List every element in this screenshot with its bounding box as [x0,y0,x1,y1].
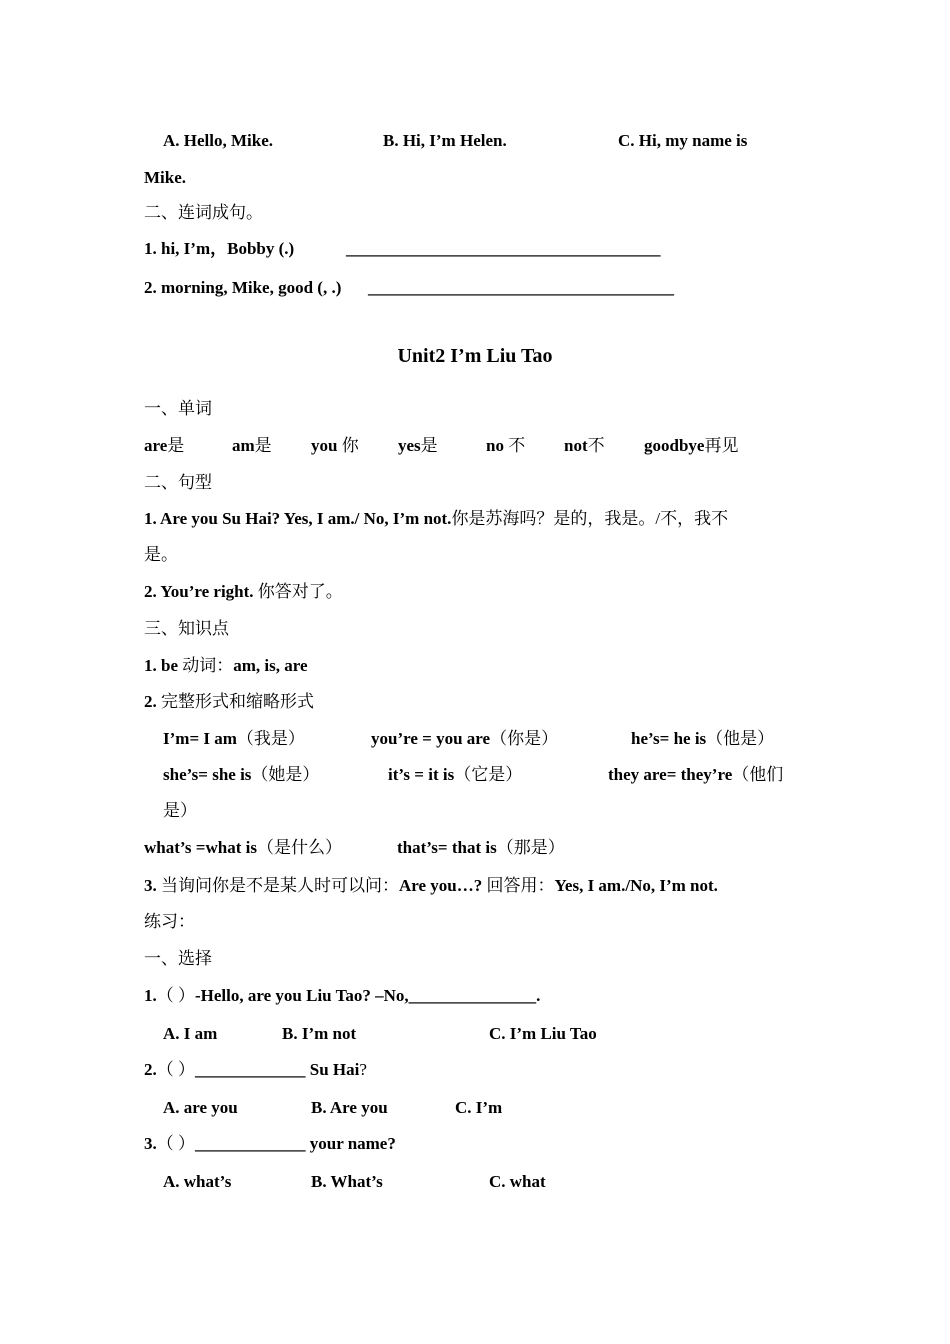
knowledge-3-num: 3. [144,876,157,895]
form-item [163,764,319,786]
question-2-blank[interactable]: ____________________________________ [368,278,674,297]
vocab-en: are [144,436,168,455]
knowledge-3-en-answer: Yes, I am./No, I’m not. [554,876,718,895]
choice-question-1 [144,985,540,1007]
answer-paren[interactable]: （ ） [156,1060,195,1079]
vocab-zh: 不 [508,436,526,455]
form-en: that’s= that is [397,838,497,857]
vocab-en: am [232,436,255,455]
form-zh: （你是） [490,729,559,748]
choice-option-a: A. what’s [163,1172,232,1191]
form-continued: 是） [163,801,197,820]
knowledge-1-en: am, is, are [233,656,308,675]
vocab-item [232,435,272,457]
vocab-zh: 是 [167,436,185,455]
vocab-zh: 你 [341,436,359,455]
form-zh: （她是） [251,765,320,784]
section-heading-sentence-patterns: 二、句型 [144,473,212,492]
vocab-zh: 是 [420,436,438,455]
vocab-item [564,435,605,457]
form-item [163,728,305,750]
knowledge-1-zh: 动词： [182,656,234,675]
question-num: 2. [144,1060,157,1079]
knowledge-3-zh-answer: 回答用： [486,876,555,895]
knowledge-3-zh: 当询问你是不是某人时可以问： [161,876,399,895]
form-en: what’s =what is [144,838,257,857]
knowledge-3 [144,875,718,897]
knowledge-2-zh: 完整形式和缩略形式 [161,692,314,711]
vocab-en: no [486,436,504,455]
form-zh: （是什么） [256,838,342,857]
knowledge-2-num: 2. [144,692,157,711]
form-item [388,764,522,786]
form-item [397,837,565,859]
question-num: 3. [144,1134,157,1153]
sentence-2 [144,581,343,603]
practice-heading: 练习： [144,912,195,931]
option-c-continued: Mike. [144,168,187,187]
sentence-1-zh: 你是苏海吗？是的，我是。/不，我不 [451,509,729,528]
question-1-words: 1. hi, I’m，Bobby (.) [144,239,295,258]
question-text: _____________ Su Hai [195,1060,360,1079]
choice-option-c: C. I’m Liu Tao [489,1024,597,1043]
knowledge-2 [144,691,314,713]
choice-question-2 [144,1059,367,1081]
answer-paren[interactable]: （ ） [156,986,195,1005]
form-en: she’s= she is [163,765,252,784]
vocab-en: not [564,436,588,455]
form-zh: （我是） [236,729,305,748]
vocab-zh: 不 [587,436,605,455]
choice-option-b: B. Are you [311,1098,388,1117]
option-c: C. Hi, my name is [618,131,748,150]
sentence-2-zh: 你答对了。 [257,582,343,601]
vocab-en: goodbye [644,436,705,455]
vocab-item [644,435,738,457]
knowledge-3-en: Are you…? [399,876,483,895]
knowledge-1-num: 1. be [144,656,178,675]
sentence-1 [144,508,728,530]
answer-paren[interactable]: （ ） [156,1134,195,1153]
choice-option-c: C. what [489,1172,546,1191]
choice-option-a: A. I am [163,1024,218,1043]
sentence-1-zh-continued: 是。 [144,545,178,564]
vocab-item [398,435,438,457]
form-zh: （它是） [454,765,523,784]
choice-option-a: A. are you [163,1098,238,1117]
vocab-zh: 是 [254,436,272,455]
form-item [608,764,783,786]
vocab-en: you [311,436,338,455]
section-heading-vocabulary: 一、单词 [144,399,212,418]
choice-option-b: B. What’s [311,1172,383,1191]
section-heading-knowledge: 三、知识点 [144,619,229,638]
section-heading-sentence-building: 二、连词成句。 [144,203,263,222]
form-en: they are= they’re [608,765,733,784]
vocab-item [311,435,359,457]
question-suffix: ? [359,1060,367,1079]
choice-option-b: B. I’m not [282,1024,357,1043]
form-item [371,728,558,750]
question-num: 1. [144,986,157,1005]
vocab-item [486,435,525,457]
form-item [631,728,774,750]
section-heading-choice: 一、选择 [144,949,212,968]
question-text: -Hello, are you Liu Tao? –No,_______________. [195,986,541,1005]
question-1-blank[interactable]: _____________________________________ [346,239,661,258]
vocab-zh: 再见 [704,436,739,455]
form-en: he’s= he is [631,729,707,748]
choice-question-3 [144,1133,396,1155]
knowledge-1 [144,655,308,677]
vocab-item [144,435,184,457]
question-2-words: 2. morning, Mike, good (, .) [144,278,342,297]
sentence-1-en: 1. Are you Su Hai? Yes, I am./ No, I’m not. [144,509,452,528]
option-b: B. Hi, I’m Helen. [383,131,507,150]
form-zh: （他们 [732,765,784,784]
form-en: it’s = it is [388,765,455,784]
form-zh: （那是） [496,838,565,857]
unit-title: Unit2 I’m Liu Tao [397,345,553,367]
form-en: I’m= I am [163,729,237,748]
form-item [144,837,342,859]
sentence-2-en: 2. You’re right. [144,582,254,601]
vocab-en: yes [398,436,421,455]
option-a: A. Hello, Mike. [163,131,274,150]
form-en: you’re = you are [371,729,491,748]
form-zh: （他是） [706,729,775,748]
question-text: _____________ your name? [195,1134,396,1153]
choice-option-c: C. I’m [455,1098,503,1117]
